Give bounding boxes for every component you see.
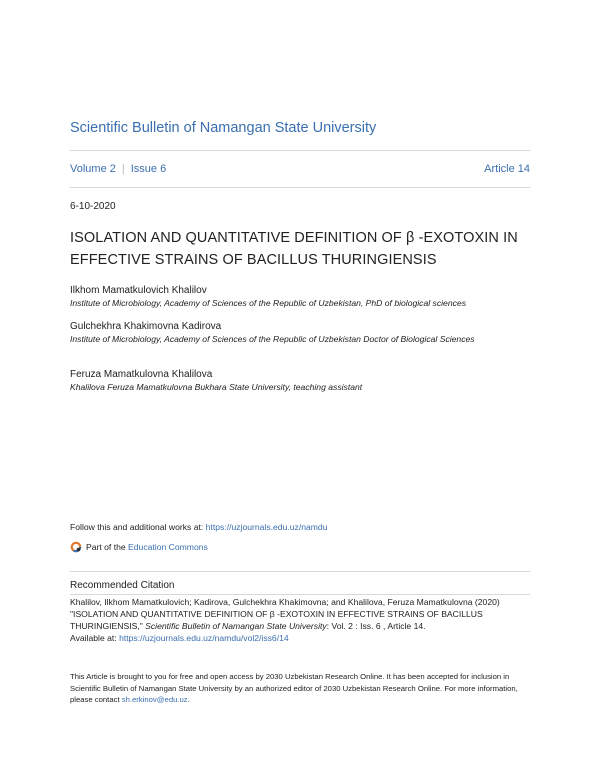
issue-link[interactable]: Issue 6 [130,163,167,175]
access-notice [70,671,530,706]
available-prefix: Available at: [70,633,120,643]
citation-body: Khalilov, Ilkhom Mamatkulovich; Kadirova, Gulchekhra Khakimovna; and Khalilova, Feruza Mamatkulovna (2020) "ISOLATION AND QUANTITATIVE DEFINITION OF β -EXOTOXIN IN EFFECTIVE STRAINS OF BACILLUS THURINGIENSIS," [70,597,500,631]
part-of-prefix: Part of the [86,542,126,552]
follow-prefix: Follow this and additional works at: [70,522,206,532]
citation-journal: Scientific Bulletin of Namangan State University [145,621,327,631]
issue-line [70,163,530,175]
part-of-line [70,541,208,553]
divider [70,150,530,151]
follow-url-link[interactable]: https://uzjournals.edu.uz/namdu [205,522,328,532]
follow-line [70,522,328,532]
journal-title-link[interactable]: Scientific Bulletin of Namangan State University [70,120,377,136]
article-link[interactable]: Article 14 [484,163,530,175]
citation-url-link[interactable]: https://uzjournals.edu.uz/namdu/vol2/iss6/14 [119,633,289,643]
author-block [70,320,530,345]
citation-volume: : Vol. 2 : Iss. 6 , Article 14. [326,621,426,631]
contact-email-link[interactable]: sh.erkinov@edu.uz [121,695,188,704]
author-affiliation: Institute of Microbiology, Academy of Sciences of the Republic of Uzbekistan Doctor of Biological Sciences [70,334,475,344]
publication-date: 6-10-2020 [70,201,116,212]
citation-text [70,596,530,644]
author-name: Gulchekhra Khakimovna Kadirova [70,321,222,332]
education-commons-link[interactable]: Education Commons [128,542,208,552]
divider [70,571,530,572]
issue-separator: | [121,163,125,175]
divider [70,187,530,188]
author-block [70,368,530,393]
author-name: Ilkhom Mamatkulovich Khalilov [70,285,207,296]
article-title: ISOLATION AND QUANTITATIVE DEFINITION OF β -EXOTOXIN IN EFFECTIVE STRAINS OF BACILLUS THURINGIENSIS [70,230,518,268]
recommended-citation-heading: Recommended Citation [70,580,175,591]
commons-network-icon [70,541,82,553]
access-notice-text: This Article is brought to you for free and open access by 2030 Uzbekistan Research Online. It has been accepted for inclusion in Scientific Bulletin of Namangan State University by an authorized editor of 2030 Uzbekistan Research Online. For more information, please contact [70,672,518,704]
volume-link[interactable]: Volume 2 [70,163,116,175]
author-name: Feruza Mamatkulovna Khalilova [70,369,213,380]
author-affiliation: Khalilova Feruza Mamatkulovna Bukhara State University, teaching assistant [70,382,363,392]
divider [70,594,530,595]
author-affiliation: Institute of Microbiology, Academy of Sciences of the Republic of Uzbekistan, PhD of biological sciences [70,298,466,308]
access-notice-end: . [187,695,190,704]
author-block [70,284,530,309]
